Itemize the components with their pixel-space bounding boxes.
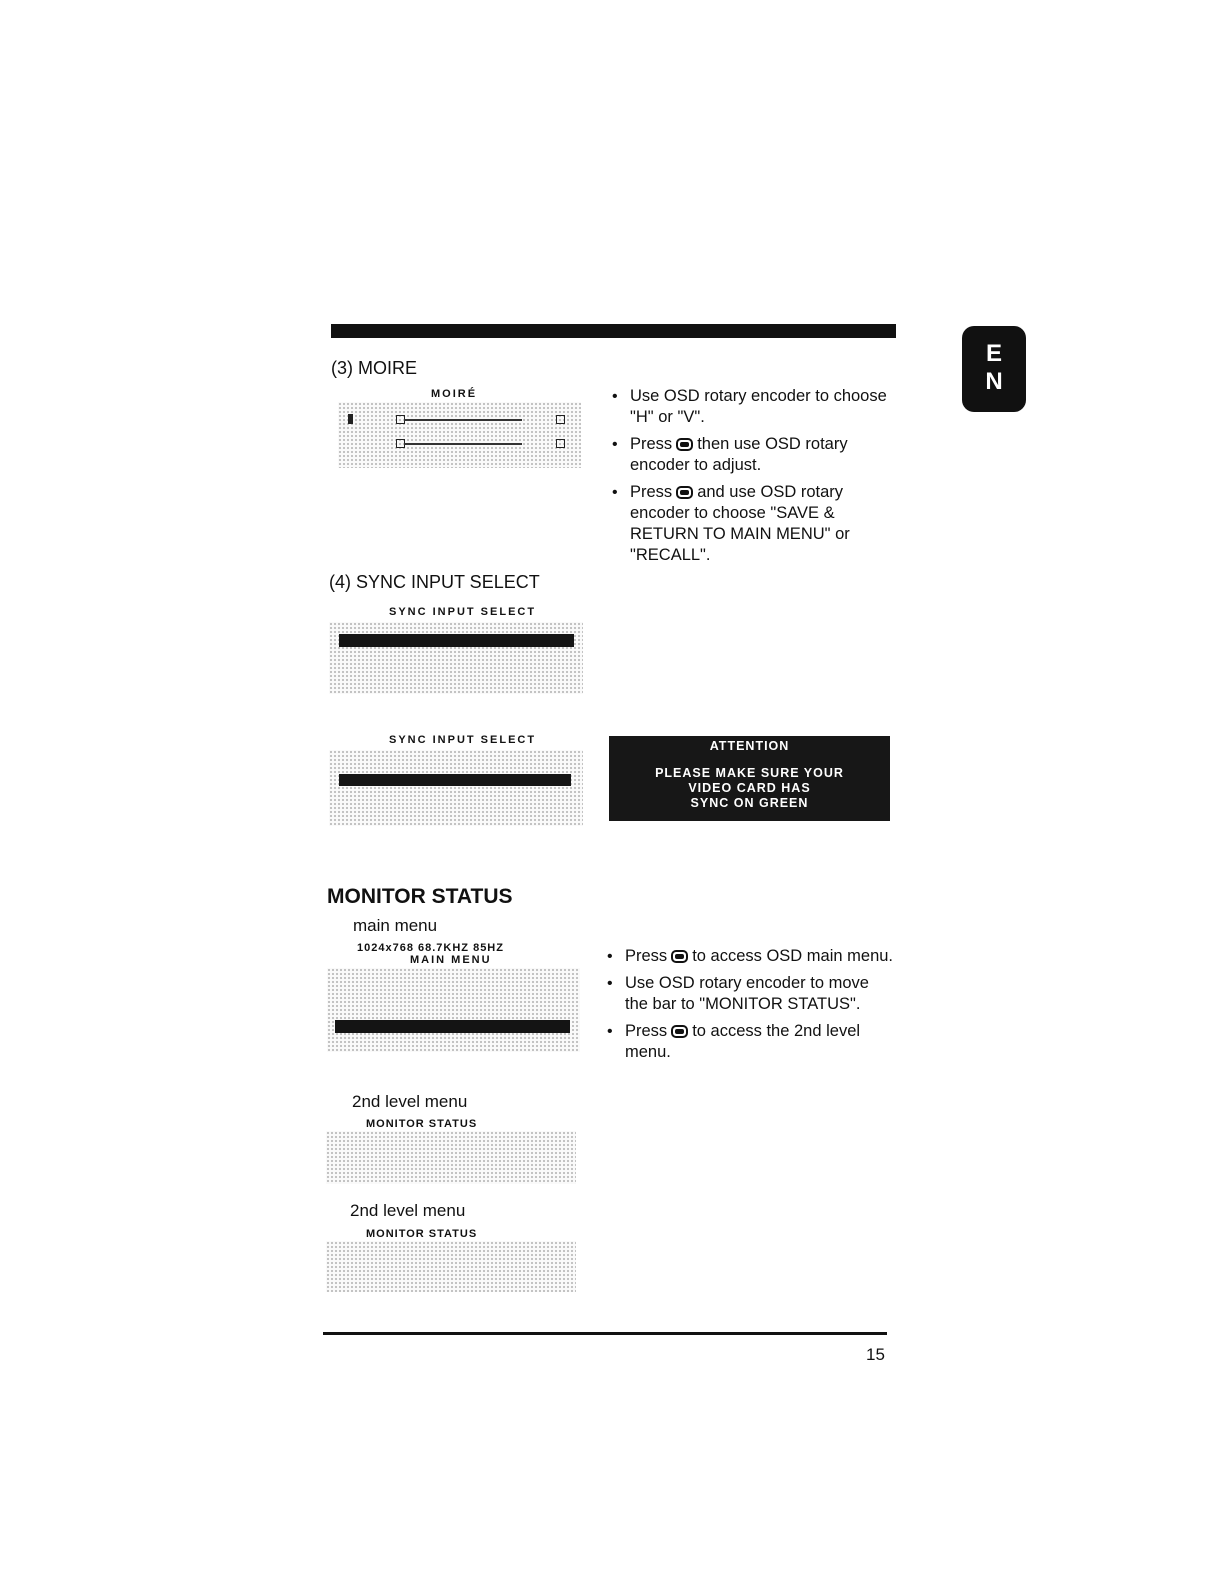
moire-instructions bbox=[610, 386, 890, 572]
moire-bullet-list bbox=[610, 386, 890, 566]
moire-bullet-3-pre: Press bbox=[630, 483, 673, 501]
sync-osd-title-1: SYNC INPUT SELECT bbox=[389, 606, 537, 618]
attention-box bbox=[609, 736, 890, 821]
main-menu-label: main menu bbox=[353, 916, 438, 935]
second-level-osd-title-1: MONITOR STATUS bbox=[366, 1118, 478, 1130]
monitor-status-bullet-3 bbox=[605, 1021, 895, 1063]
main-menu-osd-screen bbox=[327, 942, 580, 1052]
sync-heading: (4) SYNC INPUT SELECT bbox=[329, 572, 540, 592]
second-level-osd-background-2 bbox=[326, 1241, 576, 1292]
moire-bullet-1-text: Use OSD rotary encoder to choose "H" or "V". bbox=[630, 387, 887, 426]
monitor-status-bullet-1 bbox=[605, 946, 895, 967]
sync-osd-screen-2 bbox=[329, 734, 583, 826]
monitor-status-bullet-3-pre: Press bbox=[625, 1022, 668, 1040]
sync-osd-selection-bar-1 bbox=[339, 634, 574, 647]
sync-osd-selection-bar-2 bbox=[339, 774, 571, 786]
language-tab-letter-2: N bbox=[985, 368, 1003, 395]
moire-selection-marker bbox=[348, 414, 353, 424]
attention-line-3: SYNC ON GREEN bbox=[690, 796, 809, 810]
moire-osd-title: MOIRÉ bbox=[431, 388, 478, 400]
moire-osd-background bbox=[338, 402, 581, 468]
sync-osd-screen-1 bbox=[329, 606, 583, 694]
second-level-osd-screen-2 bbox=[326, 1228, 576, 1292]
moire-bullet-3-post: and use OSD rotary encoder to choose "SAVE & RETURN TO MAIN MENU" or "RECALL". bbox=[630, 483, 850, 564]
menu-button-icon bbox=[671, 1025, 688, 1038]
language-tab-letter-1: E bbox=[985, 340, 1002, 367]
second-level-label-1: 2nd level menu bbox=[352, 1092, 468, 1111]
moire-heading: (3) MOIRE bbox=[331, 358, 418, 378]
attention-line-1: PLEASE MAKE SURE YOUR bbox=[655, 766, 844, 780]
sync-osd-background-2 bbox=[329, 750, 583, 826]
monitor-status-bullet-3-post: to access the 2nd level menu. bbox=[625, 1022, 861, 1061]
moire-bullet-1 bbox=[610, 386, 890, 428]
menu-button-icon bbox=[676, 486, 693, 499]
bottom-rule bbox=[323, 1332, 887, 1335]
moire-bullet-2 bbox=[610, 434, 890, 476]
menu-button-icon bbox=[676, 438, 693, 451]
second-level-osd-screen-1 bbox=[326, 1118, 576, 1184]
monitor-status-heading: MONITOR STATUS bbox=[327, 885, 513, 908]
top-rule bbox=[331, 324, 896, 338]
moire-h-slider-track bbox=[404, 419, 522, 421]
moire-bullet-2-post: then use OSD rotary encoder to adjust. bbox=[630, 435, 848, 474]
main-menu-osd-info: 1024x768 68.7KHZ 85HZ bbox=[357, 942, 504, 954]
language-tab bbox=[962, 326, 1026, 412]
main-menu-osd-title: MAIN MENU bbox=[410, 954, 492, 966]
menu-button-icon bbox=[671, 950, 688, 963]
sync-osd-title-2: SYNC INPUT SELECT bbox=[389, 734, 537, 746]
moire-v-slider-track bbox=[404, 443, 522, 445]
monitor-status-bullet-1-pre: Press bbox=[625, 947, 668, 965]
monitor-status-bullet-list bbox=[605, 946, 895, 1063]
monitor-status-bullet-2 bbox=[605, 973, 895, 1015]
monitor-status-bullet-2-text: Use OSD rotary encoder to move the bar to "MONITOR STATUS". bbox=[625, 974, 869, 1013]
second-level-label-2: 2nd level menu bbox=[350, 1201, 466, 1220]
second-level-osd-title-2: MONITOR STATUS bbox=[366, 1228, 478, 1240]
main-menu-osd-selection-bar bbox=[335, 1020, 570, 1033]
main-menu-osd-background bbox=[327, 968, 580, 1052]
monitor-status-bullet-1-post: to access OSD main menu. bbox=[692, 947, 894, 965]
page-number: 15 bbox=[866, 1345, 885, 1364]
moire-h-plus-box bbox=[556, 415, 565, 424]
moire-osd-screen bbox=[338, 388, 581, 468]
sync-osd-background-1 bbox=[329, 622, 583, 694]
second-level-osd-background-1 bbox=[326, 1131, 576, 1184]
monitor-status-instructions bbox=[605, 946, 895, 1069]
moire-bullet-3 bbox=[610, 482, 890, 566]
attention-title: ATTENTION bbox=[709, 739, 790, 753]
moire-v-plus-box bbox=[556, 439, 565, 448]
moire-bullet-2-pre: Press bbox=[630, 435, 673, 453]
attention-line-2: VIDEO CARD HAS bbox=[688, 781, 811, 795]
